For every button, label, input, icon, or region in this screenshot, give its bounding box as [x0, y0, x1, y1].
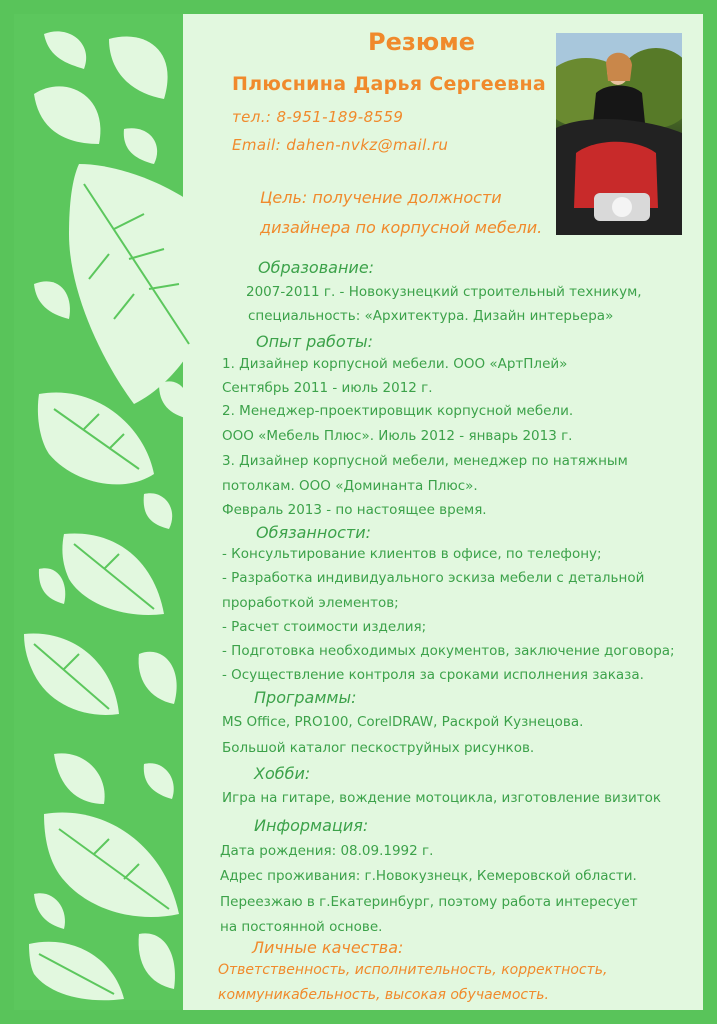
profile-photo	[556, 33, 682, 235]
duties-heading: Обязанности:	[256, 523, 372, 542]
experience-line: 1. Дизайнер корпусной мебели. ООО «АртПлей»	[222, 356, 568, 372]
hobby-line: Игра на гитаре, вождение мотоцикла, изготовление визиток	[222, 790, 662, 806]
experience-line: ООО «Мебель Плюс». Июль 2012 - январь 2013 г.	[222, 428, 573, 444]
duty-line: - Разработка индивидуального эскиза мебели с детальной	[222, 570, 645, 586]
duty-line: - Подготовка необходимых документов, заключение договора;	[222, 643, 675, 659]
goal-line-2: дизайнера по корпусной мебели.	[260, 218, 543, 237]
info-heading: Информация:	[254, 816, 369, 835]
duty-line: - Расчет стоимости изделия;	[222, 619, 427, 635]
education-line-1: 2007-2011 г. - Новокузнецкий строительный техникум,	[246, 284, 642, 300]
education-heading: Образование:	[258, 258, 375, 277]
duty-line: - Осуществление контроля за сроками исполнения заказа.	[222, 667, 644, 683]
phone: тел.: 8-951-189-8559	[232, 108, 404, 126]
full-name: Плюснина Дарья Сергеевна	[232, 73, 547, 95]
info-line: Дата рождения: 08.09.1992 г.	[220, 843, 434, 859]
programs-line: Большой каталог пескоструйных рисунков.	[222, 740, 535, 756]
experience-heading: Опыт работы:	[256, 332, 374, 351]
experience-line: Февраль 2013 - по настоящее время.	[222, 502, 487, 518]
email: Email: dahen-nvkz@mail.ru	[232, 136, 449, 154]
qualities-line-2: коммуникабельность, высокая обучаемость.	[218, 987, 549, 1003]
duty-line: - Консультирование клиентов в офисе, по телефону;	[222, 546, 602, 562]
resume-title: Резюме	[368, 28, 476, 56]
education-line-2: специальность: «Архитектура. Дизайн интерьера»	[248, 308, 614, 324]
qualities-heading: Личные качества:	[252, 938, 404, 957]
goal-line-1: Цель: получение должности	[260, 188, 502, 207]
programs-line: MS Office, PRO100, CorelDRAW, Раскрой Кузнецова.	[222, 714, 584, 730]
info-line: Адрес проживания: г.Новокузнецк, Кемеровской области.	[220, 868, 637, 884]
info-line: Переезжаю в г.Екатеринбург, поэтому работа интересует	[220, 894, 638, 910]
experience-line: 2. Менеджер-проектировщик корпусной мебели.	[222, 403, 574, 419]
programs-heading: Программы:	[254, 688, 357, 707]
hobby-heading: Хобби:	[254, 764, 311, 783]
experience-line: Сентябрь 2011 - июль 2012 г.	[222, 380, 433, 396]
duty-line: проработкой элементов;	[222, 595, 399, 611]
info-line: на постоянной основе.	[220, 919, 383, 935]
experience-line: 3. Дизайнер корпусной мебели, менеджер по натяжным	[222, 453, 628, 469]
experience-line: потолкам. ООО «Доминанта Плюс».	[222, 478, 478, 494]
qualities-line-1: Ответственность, исполнительность, корректность,	[218, 962, 608, 978]
leaf-decoration	[14, 14, 183, 1010]
